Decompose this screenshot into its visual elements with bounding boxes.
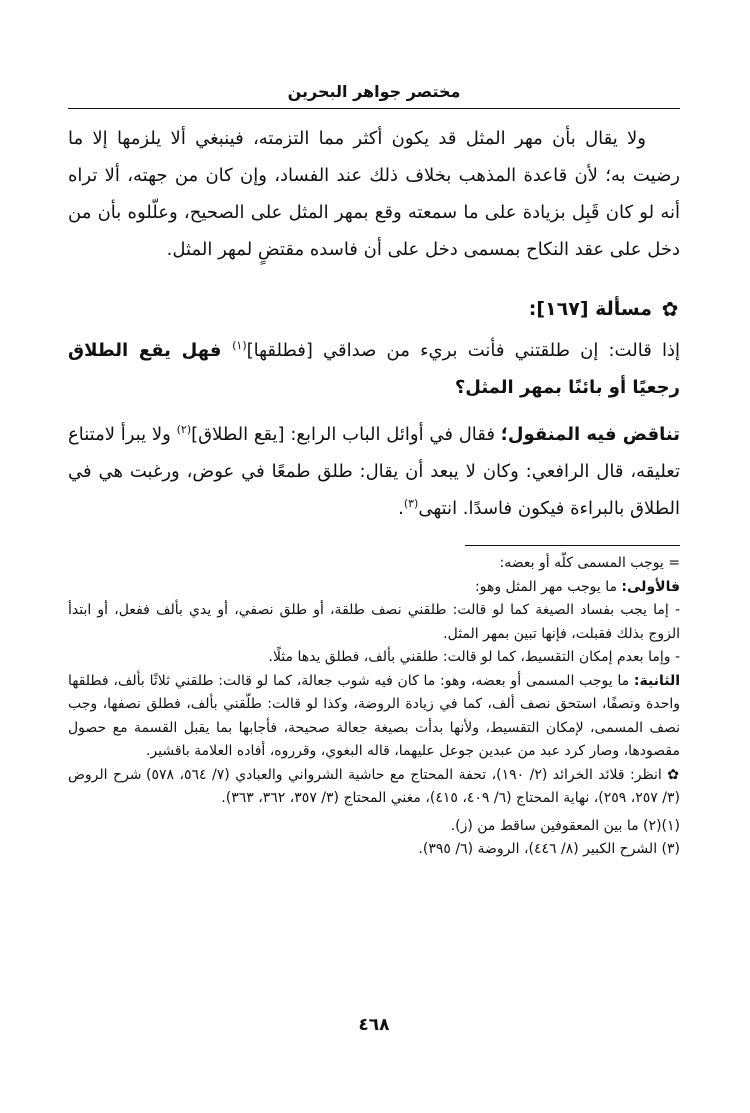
question-text-a: إذا قالت: إن طلقتني فأنت بريء من صداقي [فطلقها]	[246, 340, 680, 361]
footnote-first-case	[68, 576, 680, 600]
footnote-3: (٣) الشرح الكبير (٨/ ٤٤٦)، الروضة (٦/ ٣٩٥).	[418, 841, 680, 857]
second-case-label: الثانية:	[633, 672, 680, 689]
footnote-ref-2: (٢)	[176, 423, 192, 436]
issue-heading-text: مسألة [١٦٧]:	[528, 297, 652, 320]
footnote-separator	[465, 545, 680, 546]
footnote-1-2: (١)(٢) ما بين المعقوفين ساقط من (ز).	[450, 817, 680, 834]
footnote-ref-3: (٣)	[403, 497, 419, 510]
contradiction-end: .	[398, 498, 404, 519]
footnote-sources	[68, 764, 680, 811]
footnote-item-1: - إما يجب بفساد الصيغة كما لو قالت: طلقني نصف طلقة، أو طلق نصفي، أو يدي بألف ففعل، أو ابتدأ الزوج بذلك فقبلت، فإنها تبين بمهر المثل.	[68, 602, 680, 642]
running-title: مختصر جواهر البحرين	[287, 82, 461, 101]
first-case-text: ما يوجب مهر المثل وهو:	[475, 578, 622, 595]
contradiction-paragraph	[68, 416, 680, 527]
question-text-b: فهل يقع الطلاق رجعيًا أو بائنًا بمهر المثل؟	[68, 340, 680, 398]
page-number: ٤٦٨	[358, 1015, 390, 1035]
flower-ornament-icon: ✿	[661, 297, 679, 321]
issue-heading	[68, 290, 680, 328]
question-paragraph	[68, 332, 680, 406]
contradiction-text-b: ولا يبرأ لامتناع تعليقه، قال الرافعي: وكان لا يبعد أن يقال: طلق طمعًا في عوض، ورغبت هي في الطلاق بالبراءة فيكون فاسدًا. انتهى	[68, 424, 680, 519]
contradiction-text-a: فقال في أوائل الباب الرابع: [يقع الطلاق]	[191, 424, 501, 445]
flower-ornament-icon: ✿	[667, 766, 680, 783]
main-text	[68, 120, 680, 527]
contradiction-label: تناقض فيه المنقول؛	[500, 424, 680, 445]
sources-text: انظر: قلائد الخرائد (٢/ ١٩٠)، تحفة المحتاج مع حاشية الشرواني والعبادي (٧/ ٥٦٤، ٥٧٨) شرح الروض (٣/ ٢٥٧، ٢٥٩)، نهاية المحتاج (٦/ ٤٠٩، ٤١٥)، مغني المحتاج (٣/ ٣٥٧، ٣٦٢، ٣٦٣).	[68, 766, 680, 806]
second-case-text: ما يوجب المسمى أو بعضه، وهو: ما كان فيه شوب جعالة، كما لو قالت: طلقني ثلاثًا بألف، فطلقها واحدة ونصفًا، استحق نصف ألف، كما في زيادة الروضة، وكذا لو قالت: طلّقني بألف، فطلق نصفها، وجب نصف المسمى، لإمكان التقسيط، ولأنها بدأت بصيغة جعالة صحيحة، فأجابها بما يقبل القسمة مع حصول مقصودها، وصار كرد عبد من عبدين جوعل عليهما، قاله البغوي، وقرروه، أفاده العلامة باقشير.	[68, 672, 680, 759]
footnote-ref-1: (١)	[232, 339, 247, 352]
paragraph-1: ولا يقال بأن مهر المثل قد يكون أكثر مما التزمته، فينبغي ألا يلزمها إلا ما رضيت به؛ لأن قاعدة المذهب بخلاف ذلك عند الفساد، وإن كان من جهته، ألا تراه أنه لو كان قَبِل بزيادة على ما سمعته وقع بمهر المثل على الصحيح، وعلّلوه بأن من دخل على عقد النكاح بمسمى دخل على أن فاسده مقتضٍ لمهر المثل.	[68, 128, 680, 260]
footnote-continuation: = يوجب المسمى كلّه أو بعضه:	[499, 555, 680, 571]
header-rule	[68, 108, 680, 109]
footnotes	[68, 552, 680, 862]
footnote-item-2: - وإما بعدم إمكان التقسيط، كما لو قالت: طلقني بألف، فطلق يدها مثلًا.	[268, 649, 680, 665]
first-case-label: فالأولى:	[621, 578, 680, 595]
footnote-second-case	[68, 670, 680, 764]
